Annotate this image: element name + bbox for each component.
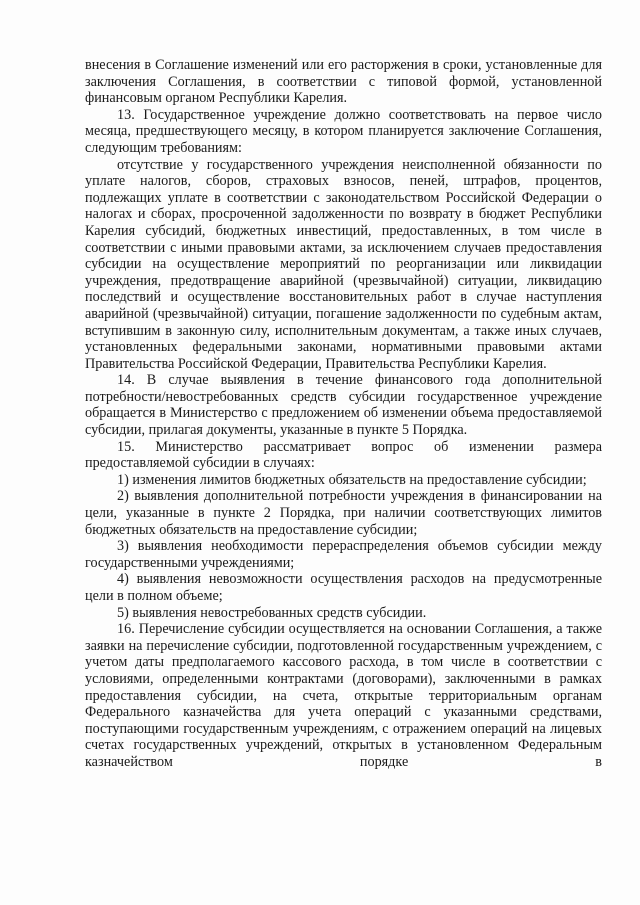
paragraph-16: 16. Перечисление субсидии осуществляется на основании Соглашения, а также заявки на перечисление субсидии, подготовленной государственным учреждением, с учетом даты предполагаемого кассового расхода, в том числе в соответствии с условиями, определенными контрактами (договорами), заключенными в рамках предоставления субсидии, на счета, открытые территориальным органам Федерального казначейства для учета операций с указанными средствами, поступающими государственным учреждениям, с отражением операций на лицевых счетах государственных учреждений, открытых в установленном Федеральным казначейством порядке в	[85, 621, 602, 770]
paragraph-15-item-2: 2) выявления дополнительной потребности учреждения в финансировании на цели, указанные в пункте 2 Порядка, при наличии соответствующих лимитов бюджетных обязательств на предоставление субсидии;	[85, 488, 602, 538]
paragraph-15-item-1: 1) изменения лимитов бюджетных обязательств на предоставление субсидии;	[117, 471, 587, 488]
paragraph-15: 15. Министерство рассматривает вопрос об изменении размера предоставляемой субсидии в случаях:	[85, 438, 602, 472]
document-body	[85, 57, 602, 771]
paragraph-15-item-5: 5) выявления невостребованных средств субсидии.	[117, 604, 427, 621]
paragraph-continuation: внесения в Соглашение изменений или его расторжения в сроки, установленные для заключения Соглашения, в соответствии с типовой формой, установленной финансовым органом Республики Карелия.	[85, 57, 602, 107]
paragraph-15-item-4: 4) выявления невозможности осуществления расходов на предусмотренные цели в полном объеме;	[85, 571, 602, 604]
paragraph-13: 13. Государственное учреждение должно соответствовать на первое число месяца, предшествующего месяцу, в котором планируется заключение Соглашения, следующим требованиям:	[85, 106, 602, 156]
paragraph-13-requirement: отсутствие у государственного учреждения неисполненной обязанности по уплате налогов, сборов, страховых взносов, пеней, штрафов, процентов, подлежащих уплате в соответствии с законодательством Российской Федерации о налогах и сборах, просроченной задолженности по возврату в бюджет Республики Карелия субсидий, бюджетных инвестиций, предоставленных, в том числе в соответствии с иными правовыми актами, за исключением случаев предоставления субсидии на осуществление мероприятий по реорганизации или ликвидации учреждения, предотвращение аварийной (чрезвычайной) ситуации, ликвидацию последствий и осуществление восстановительных работ в случае наступления аварийной (чрезвычайной) ситуации, погашение задолженности по судебным актам, вступившим в законную силу, исполнительным документам, а также иных случаев, установленных федеральными законами, нормативными правовыми актами Правительства Российской Федерации, Правительства Республики Карелия.	[85, 156, 602, 372]
paragraph-14: 14. В случае выявления в течение финансового года дополнительной потребности/невостребованных средств субсидии государственное учреждение обращается в Министерство с предложением об изменении объема предоставляемой субсидии, прилагая документы, указанные в пункте 5 Порядка.	[85, 372, 602, 439]
paragraph-15-item-3: 3) выявления необходимости перераспределения объемов субсидии между государственными учреждениями;	[85, 538, 602, 571]
